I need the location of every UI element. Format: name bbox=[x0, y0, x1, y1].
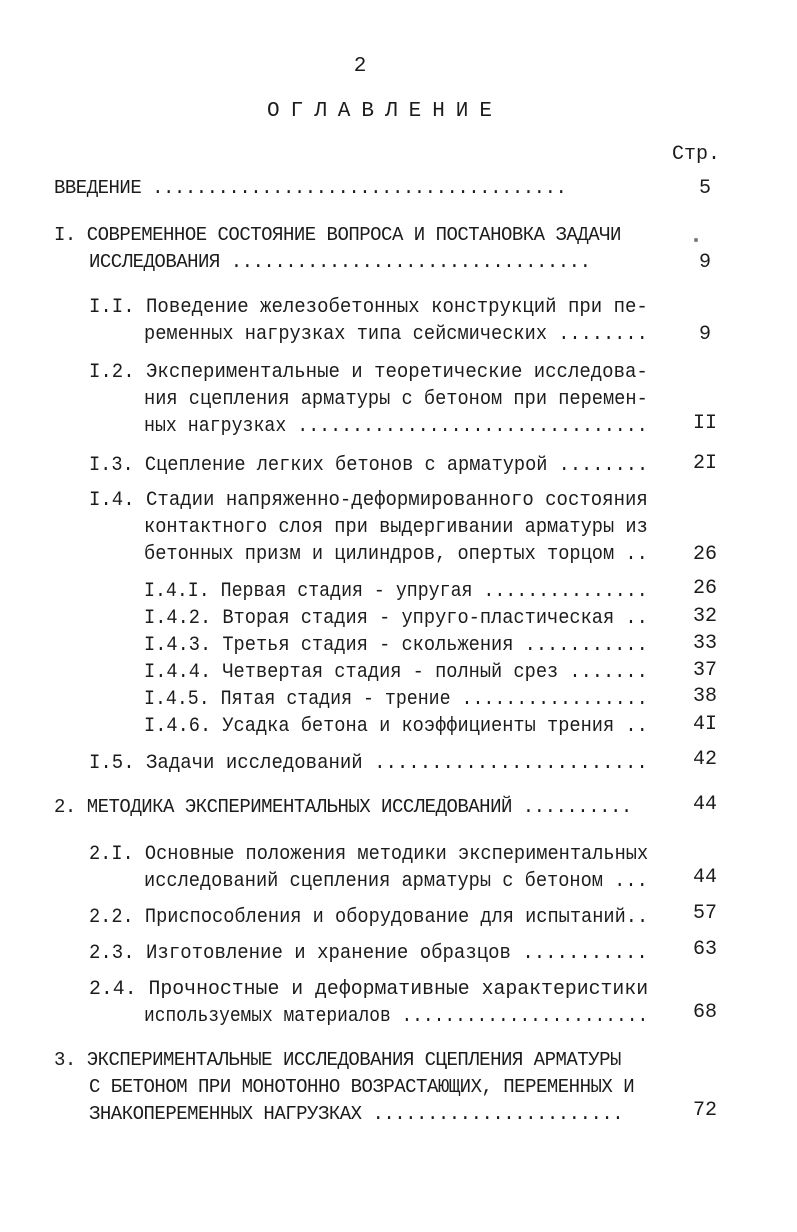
toc-page-ref: 44 bbox=[692, 793, 717, 816]
toc-entry-text: 2.2. Приспособления и оборудование для испытаний.. bbox=[89, 906, 649, 929]
toc-entry-text: I.4.6. Усадка бетона и коэффициенты трения .. bbox=[144, 715, 648, 738]
toc-page-ref: 4I bbox=[692, 713, 717, 736]
toc-page-ref: 32 bbox=[692, 605, 717, 628]
toc-entry-text: I.4.4. Четвертая стадия - полный срез ....... bbox=[144, 661, 648, 684]
toc-entry-text: I.3. Сцепление легких бетонов с арматурой ........ bbox=[89, 454, 649, 477]
toc-entry-text: 2.3. Изготовление и хранение образцов ........... bbox=[89, 942, 648, 965]
toc-entry-text: I.2. Экспериментальные и теоретические исследова- bbox=[89, 361, 648, 384]
toc-entry-text: С БЕТОНОМ ПРИ МОНОТОННО ВОЗРАСТАЮЩИХ, ПЕРЕМЕННЫХ И bbox=[89, 1076, 635, 1098]
toc-page-ref: 68 bbox=[692, 1001, 717, 1024]
toc-heading: ОГЛАВЛЕНИЕ bbox=[266, 100, 504, 123]
toc-page-ref: 42 bbox=[692, 748, 717, 771]
toc-entry-text: используемых материалов ....................... bbox=[144, 1005, 649, 1028]
toc-entry-text: бетонных призм и цилиндров, опертых торцом .. bbox=[144, 543, 648, 566]
toc-page-ref: 33 bbox=[692, 632, 717, 655]
toc-page-ref: II bbox=[692, 412, 717, 435]
toc-page-ref: 26 bbox=[692, 577, 717, 600]
toc-entry-text: 2.4. Прочностные и деформативные характеристики bbox=[89, 978, 649, 1001]
toc-entry-text: ИССЛЕДОВАНИЯ ................................. bbox=[89, 251, 591, 273]
toc-entry-text: 3. ЭКСПЕРИМЕНТАЛЬНЫЕ ИССЛЕДОВАНИЯ СЦЕПЛЕНИЯ АРМАТУРЫ bbox=[54, 1049, 621, 1071]
toc-page-ref: 26 bbox=[692, 543, 717, 566]
toc-entry-text: ных нагрузках ................................ bbox=[144, 415, 648, 438]
toc-entry-text: контактного слоя при выдергивании арматуры из bbox=[144, 516, 648, 539]
toc-entry-text: I.4. Стадии напряженно-деформированного состояния bbox=[89, 489, 648, 512]
toc-page-ref: 9 bbox=[698, 251, 711, 274]
toc-entry-text: I.5. Задачи исследований ........................ bbox=[89, 752, 648, 775]
toc-page-ref: 63 bbox=[692, 938, 717, 961]
toc-page-ref: 38 bbox=[692, 685, 717, 708]
toc-page-ref: 9 bbox=[698, 323, 711, 346]
toc-entry-text: I.4.I. Первая стадия - упругая ............... bbox=[144, 580, 648, 603]
toc-entry-text: ВВЕДЕНИЕ ...................................... bbox=[54, 177, 567, 199]
page-column-label: Стр. bbox=[672, 143, 721, 166]
toc-page-ref: 44 bbox=[692, 866, 717, 889]
toc-entry-text: ЗНАКОПЕРЕМЕННЫХ НАГРУЗКАХ ....................... bbox=[89, 1103, 624, 1125]
toc-entry-text: I. СОВРЕМЕННОЕ СОСТОЯНИЕ ВОПРОСА И ПОСТАНОВКА ЗАДАЧИ bbox=[54, 224, 621, 246]
toc-page-ref: 57 bbox=[692, 902, 717, 925]
toc-entry-text: 2.I. Основные положения методики экспериментальных bbox=[89, 843, 649, 866]
toc-entry-text: 2. МЕТОДИКА ЭКСПЕРИМЕНТАЛЬНЫХ ИССЛЕДОВАНИЙ .......... bbox=[54, 796, 632, 818]
toc-page-ref: 72 bbox=[692, 1099, 717, 1122]
toc-page-ref: 2I bbox=[692, 452, 717, 475]
toc-entry-text: I.4.5. Пятая стадия - трение ................. bbox=[144, 688, 648, 711]
toc-entry-text: I.4.2. Вторая стадия - упруго-пластическая .. bbox=[144, 607, 648, 630]
page-number: 2 bbox=[353, 55, 367, 78]
toc-entry-text: I.4.3. Третья стадия - скольжения ........... bbox=[144, 634, 648, 657]
toc-entry-text: ния сцепления арматуры с бетоном при перемен- bbox=[144, 388, 648, 411]
toc-entry-text: ременных нагрузках типа сейсмических ........ bbox=[144, 323, 648, 346]
toc-entry-text: I.I. Поведение железобетонных конструкций при пе- bbox=[89, 296, 648, 319]
toc-page-ref: 5 bbox=[698, 177, 711, 200]
toc-page-ref: 37 bbox=[692, 659, 717, 682]
print-speck bbox=[694, 238, 698, 242]
toc-entry-text: исследований сцепления арматуры с бетоном ... bbox=[144, 870, 648, 893]
